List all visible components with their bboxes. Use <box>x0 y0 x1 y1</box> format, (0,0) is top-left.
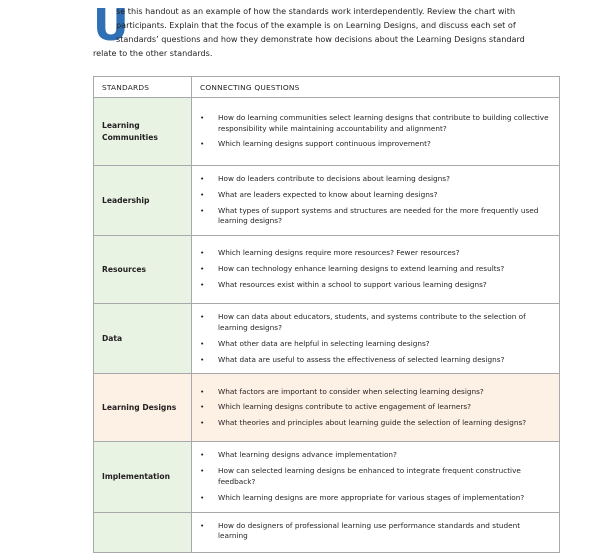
questions-cell <box>192 442 560 512</box>
question-item: • Which learning designs are more appropriate for various stages of implementation? <box>200 492 525 502</box>
table-row <box>94 442 560 512</box>
question-item: • Which learning designs support continuous improvement? <box>200 139 431 149</box>
questions-cell <box>192 98 560 166</box>
standard-cell: Learning Communities <box>94 98 192 166</box>
question-item: • How do leaders contribute to decisions about learning designs? <box>200 174 450 183</box>
header-connecting-questions: CONNECTING QUESTIONS <box>192 77 560 98</box>
question-item: • What are leaders expected to know about learning designs? <box>200 189 438 199</box>
standard-cell <box>94 512 192 552</box>
header-standards: STANDARDS <box>94 77 192 98</box>
question-item: • What data are useful to assess the effectiveness of selected learning designs? <box>200 354 505 364</box>
questions-cell <box>192 374 560 442</box>
standard-cell: Resources <box>94 236 192 304</box>
question-item: • What learning designs advance implementation? <box>200 450 397 460</box>
standard-cell: Learning Designs <box>94 374 192 442</box>
question-item: • Which learning designs contribute to active engagement of learners? <box>200 402 472 412</box>
question-item: • How do learning communities select learning designs that contribute to building collective responsibility while maintaining accountability and alignment? <box>200 112 549 133</box>
questions-cell <box>192 236 560 304</box>
question-item: • What other data are helpful in selecting learning designs? <box>200 338 430 348</box>
questions-cell <box>192 304 560 374</box>
question-item: • What resources exist within a school to support various learning designs? <box>200 280 487 290</box>
table-row <box>94 98 560 166</box>
standard-cell: Leadership <box>94 166 192 236</box>
table-row <box>94 166 560 236</box>
intro-line: se this handout as an example of how the standards work interdependently. Review the chart with <box>116 6 516 16</box>
intro-line: relate to the other standards. <box>93 48 213 58</box>
question-item: • How can technology enhance learning designs to extend learning and results? <box>200 264 505 274</box>
table-row <box>94 236 560 304</box>
table-row-highlighted <box>94 374 560 442</box>
drop-cap: U <box>93 0 129 51</box>
questions-cell <box>192 166 560 236</box>
question-item: • What theories and principles about learning guide the selection of learning designs? <box>200 418 527 428</box>
standard-cell: Data <box>94 304 192 374</box>
question-item: • What factors are important to consider when selecting learning designs? <box>200 386 484 396</box>
intro-line: participants. Explain that the focus of the example is on Learning Designs, and discuss each set of <box>116 20 516 30</box>
standards-table <box>93 76 560 553</box>
questions-cell <box>192 512 560 552</box>
table-row <box>94 512 560 552</box>
standard-cell: Implementation <box>94 442 192 512</box>
question-item: • How can selected learning designs be enhanced to integrate frequent constructive feedback? <box>200 466 521 486</box>
question-item: • How can data about educators, students, and systems contribute to the selection of learning designs? <box>200 312 526 332</box>
table-header-row <box>94 77 560 98</box>
question-item: • Which learning designs require more resources? Fewer resources? <box>200 248 460 258</box>
question-item: • What types of support systems and structures are needed for the more frequently used learning designs? <box>200 205 539 226</box>
table-row <box>94 304 560 374</box>
intro-line: standards’ questions and how they demonstrate how decisions about the Learning Designs standard <box>116 34 525 44</box>
question-item: • How do designers of professional learning use performance standards and student learning <box>200 520 521 541</box>
